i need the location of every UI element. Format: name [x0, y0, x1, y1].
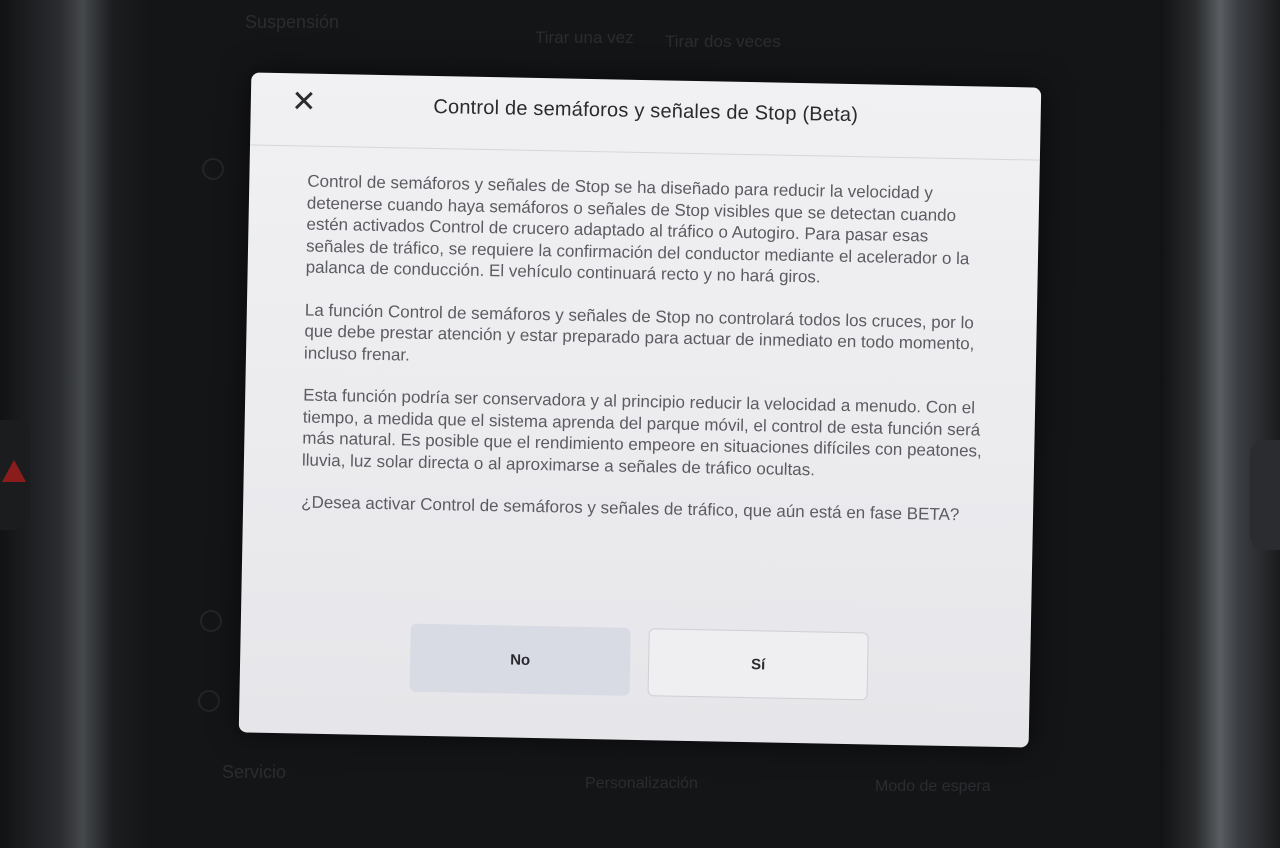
dialog-paragraph: Esta función podría ser conservadora y al principio reducir la velocidad a menudo. Con el tiempo, a medida que el sistema aprenda del parque móvil, el control de esta función será más natural. Es posible que el rendimiento empeore en situaciones difíciles con peatones, lluvia, luz solar directa o al aproximarse a señales de tráfico ocultas. — [301, 385, 982, 479]
dialog-header — [250, 72, 1041, 160]
side-control — [1250, 440, 1280, 550]
dialog-paragraph: Control de semáforos y señales de Stop se ha diseñado para reducir la velocidad y detenerse cuando haya semáforos o señales de Stop visibles que se detectan cuando estén activados Control de crucero adaptado al tráfico o Autogiro. Para pasar esas señales de tráfico, se requiere la confirmación del conductor mediante el acelerador o la palanca de conducción. El vehículo continuará recto y no hará giros. — [305, 171, 970, 287]
car-bezel-right — [1160, 0, 1280, 848]
traffic-light-control-dialog — [239, 72, 1042, 747]
hazard-button — [0, 420, 30, 530]
dialog-title: Control de semáforos y señales de Stop (Beta) — [433, 95, 859, 127]
bg-option-standby: Modo de espera — [875, 778, 991, 795]
steering-icon — [202, 158, 224, 180]
no-button[interactable]: No — [410, 624, 631, 696]
dialog-paragraph: La función Control de semáforos y señales de Stop no controlará todos los cruces, por lo que debe prestar atención y estar preparado para actuar de inmediato en todo momento, incluso frenar. — [303, 300, 975, 365]
close-icon[interactable]: ✕ — [290, 84, 317, 120]
dialog-question: ¿Desea activar Control de semáforos y señales de tráfico, que aún está en fase BETA? — [300, 492, 960, 525]
bg-option-personalization: Personalización — [585, 775, 698, 792]
bg-option-once: Tirar una vez — [535, 28, 634, 47]
dialog-body — [243, 145, 1040, 527]
info-icon — [198, 690, 220, 712]
clock-icon — [200, 610, 222, 632]
bg-option-twice: Tirar dos veces — [665, 32, 781, 51]
bg-menu-suspension: Suspensión — [245, 12, 340, 32]
yes-button[interactable]: Sí — [648, 628, 869, 700]
dialog-buttons — [410, 624, 869, 701]
bg-menu-service: Servicio — [222, 762, 287, 782]
